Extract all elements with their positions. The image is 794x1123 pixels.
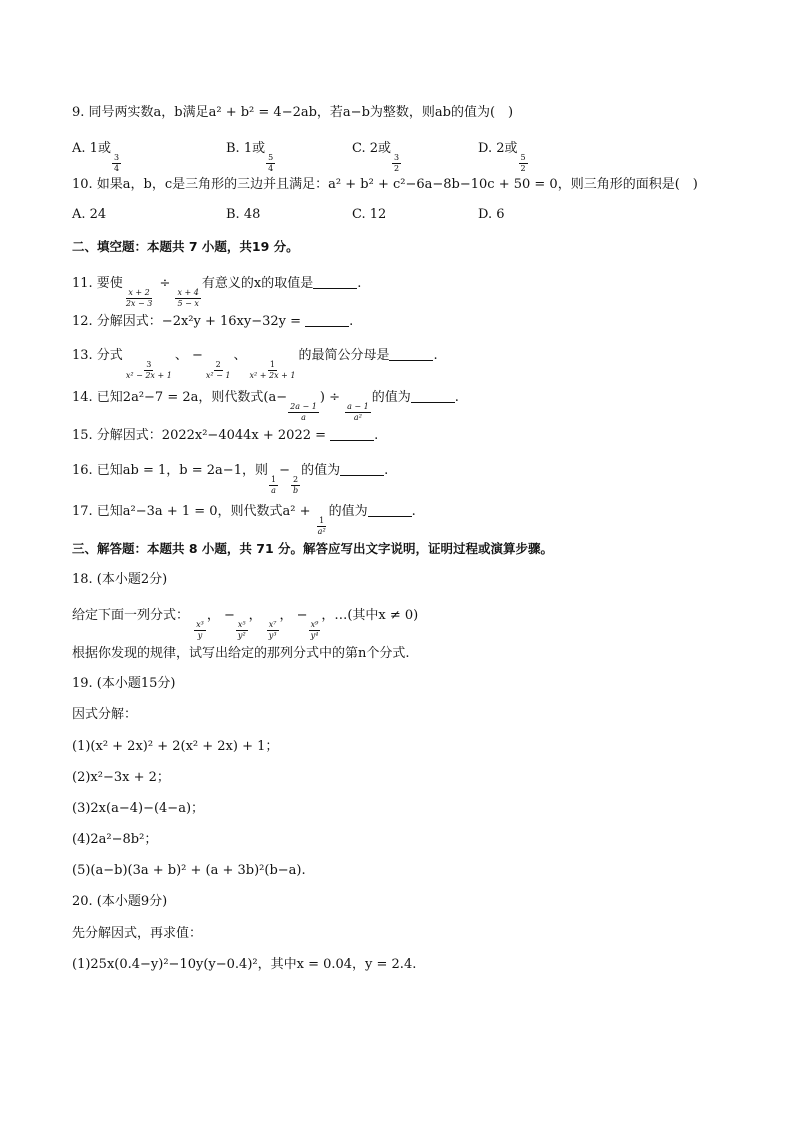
fraction: $\frac{a - 1}{\text{a²}}$ (347, 402, 369, 422)
q10-option-c[interactable]: C. 12 (352, 207, 387, 222)
answer-blank[interactable] (368, 504, 412, 517)
question-15: 15. 分解因式：2022x²−4044x + 2022 = . (72, 428, 379, 443)
fraction: $\frac{3}{\text{x² − 2x + 1}}$ (125, 360, 172, 380)
fraction: $\frac{x + 2}{2x - 3}$ (125, 288, 153, 308)
question-19-item-3: (3)2x(a−4)−(4−a)； (72, 801, 205, 816)
question-19-heading: 19. (本小题15分) (72, 676, 176, 691)
fraction: $\frac{2}{b}$ (292, 475, 299, 495)
question-20-intro: 先分解因式，再求值： (72, 926, 203, 941)
question-20-item-1: (1)25x(0.4−y)²−10y(y−0.4)²，其中x = 0.04，y = 2.4. (72, 957, 417, 972)
fraction: $\frac{\text{x⁷}}{\text{y³}}$ (268, 620, 277, 640)
fraction: $\frac{\text{x³}}{y}$ (196, 620, 204, 640)
question-9-stem: 9. 同号两实数a，b满足a² + b² = 4−2ab，若a−b为整数，则ab的值为( ) (72, 105, 514, 120)
fraction: $\frac{\text{x⁹}}{\text{y⁴}}$ (310, 620, 319, 640)
question-14: 14. 已知2a²−7 = 2a，则代数式(a− $\frac{2a - 1}{a}$ ) ÷ $\frac{a - 1}{\text{a²}}$ 的值为 . (72, 390, 459, 422)
q10-option-d[interactable]: D. 6 (478, 207, 505, 222)
q9-option-d[interactable]: D. 2或 $\frac{5}{2}$ (478, 141, 526, 173)
question-18-given: 给定下面一列分式： $\frac{\text{x³}}{y}$ ， − $\frac{\text{x⁵}}{\text{y²}}$ ， $\frac{\text{x⁷}}{\text{y³}}$ ， − $\frac{\text{x⁹}}{\text{y⁴}}$ ，…(其中x ≠ 0) (72, 608, 419, 640)
fraction: $\frac{2}{\text{x² − 1}}$ (205, 360, 231, 380)
question-16: 16. 已知ab = 1，b = 2a−1，则 $\frac{1}{a}$ − $\frac{2}{b}$ 的值为 . (72, 463, 389, 495)
fraction: $\frac{\text{x⁵}}{\text{y²}}$ (237, 620, 246, 640)
answer-blank[interactable] (389, 348, 433, 361)
question-20-heading: 20. (本小题9分) (72, 894, 168, 909)
fraction: $\frac{1}{\text{a²}}$ (317, 516, 326, 536)
q9-option-c[interactable]: C. 2或 $\frac{3}{2}$ (352, 141, 400, 173)
section-3-heading: 三、解答题：本题共 8 小题，共 71 分。解答应写出文字说明，证明过程或演算步骤。 (72, 541, 554, 556)
q10-option-b[interactable]: B. 48 (226, 207, 261, 222)
question-19-item-5: (5)(a−b)(3a + b)² + (a + 3b)²(b−a). (72, 863, 306, 878)
question-19-item-2: (2)x²−3x + 2； (72, 770, 170, 785)
question-10-stem: 10. 如果a，b，c是三角形的三边并且满足：a² + b² + c²−6a−8b−10c + 50 = 0，则三角形的面积是( ) (72, 177, 698, 192)
answer-blank[interactable] (340, 463, 384, 476)
question-19-item-1: (1)(x² + 2x)² + 2(x² + 2x) + 1； (72, 739, 279, 754)
answer-blank[interactable] (305, 314, 349, 327)
question-18-heading: 18. (本小题2分) (72, 572, 168, 587)
question-11: 11. 要使 $\frac{x + 2}{2x - 3}$ ÷ $\frac{x + 4}{5 - x}$ 有意义的x的取值是 . (72, 276, 362, 308)
question-19-item-4: (4)2a²−8b²； (72, 832, 158, 847)
fraction: $\frac{3}{2}$ (394, 153, 400, 173)
fraction: $\frac{1}{\text{x² + 2x + 1}}$ (249, 360, 296, 380)
question-13: 13. 分式 $\frac{3}{\text{x² − 2x + 1}}$ 、 − $\frac{2}{\text{x² − 1}}$ 、 $\frac{1}{\text{x² + 2x + 1}}$ 的最简公分母是 . (72, 348, 438, 380)
fraction: $\frac{x + 4}{5 - x}$ (177, 288, 199, 308)
fraction: $\frac{5}{4}$ (268, 153, 274, 173)
q9-option-b[interactable]: B. 1或 $\frac{5}{4}$ (226, 141, 274, 173)
q10-option-a[interactable]: A. 24 (72, 207, 107, 222)
question-17: 17. 已知a²−3a + 1 = 0，则代数式a² + $\frac{1}{\text{a²}}$ 的值为 . (72, 504, 416, 536)
fraction: $\frac{3}{4}$ (113, 153, 120, 173)
q9-option-a[interactable]: A. 1或 $\frac{3}{4}$ (72, 141, 120, 173)
fraction: $\frac{1}{a}$ (270, 475, 277, 495)
question-18-ask: 根据你发现的规律，试写出给定的那列分式中的第n个分式. (72, 646, 410, 661)
question-19-intro: 因式分解： (72, 707, 138, 722)
question-12: 12. 分解因式：−2x²y + 16xy−32y = . (72, 314, 354, 329)
fraction: $\frac{2a - 1}{a}$ (290, 402, 317, 422)
section-2-heading: 二、填空题：本题共 7 小题，共19 分。 (72, 239, 299, 254)
answer-blank[interactable] (313, 276, 357, 289)
answer-blank[interactable] (330, 428, 374, 441)
answer-blank[interactable] (411, 390, 455, 403)
fraction: $\frac{5}{2}$ (520, 153, 526, 173)
